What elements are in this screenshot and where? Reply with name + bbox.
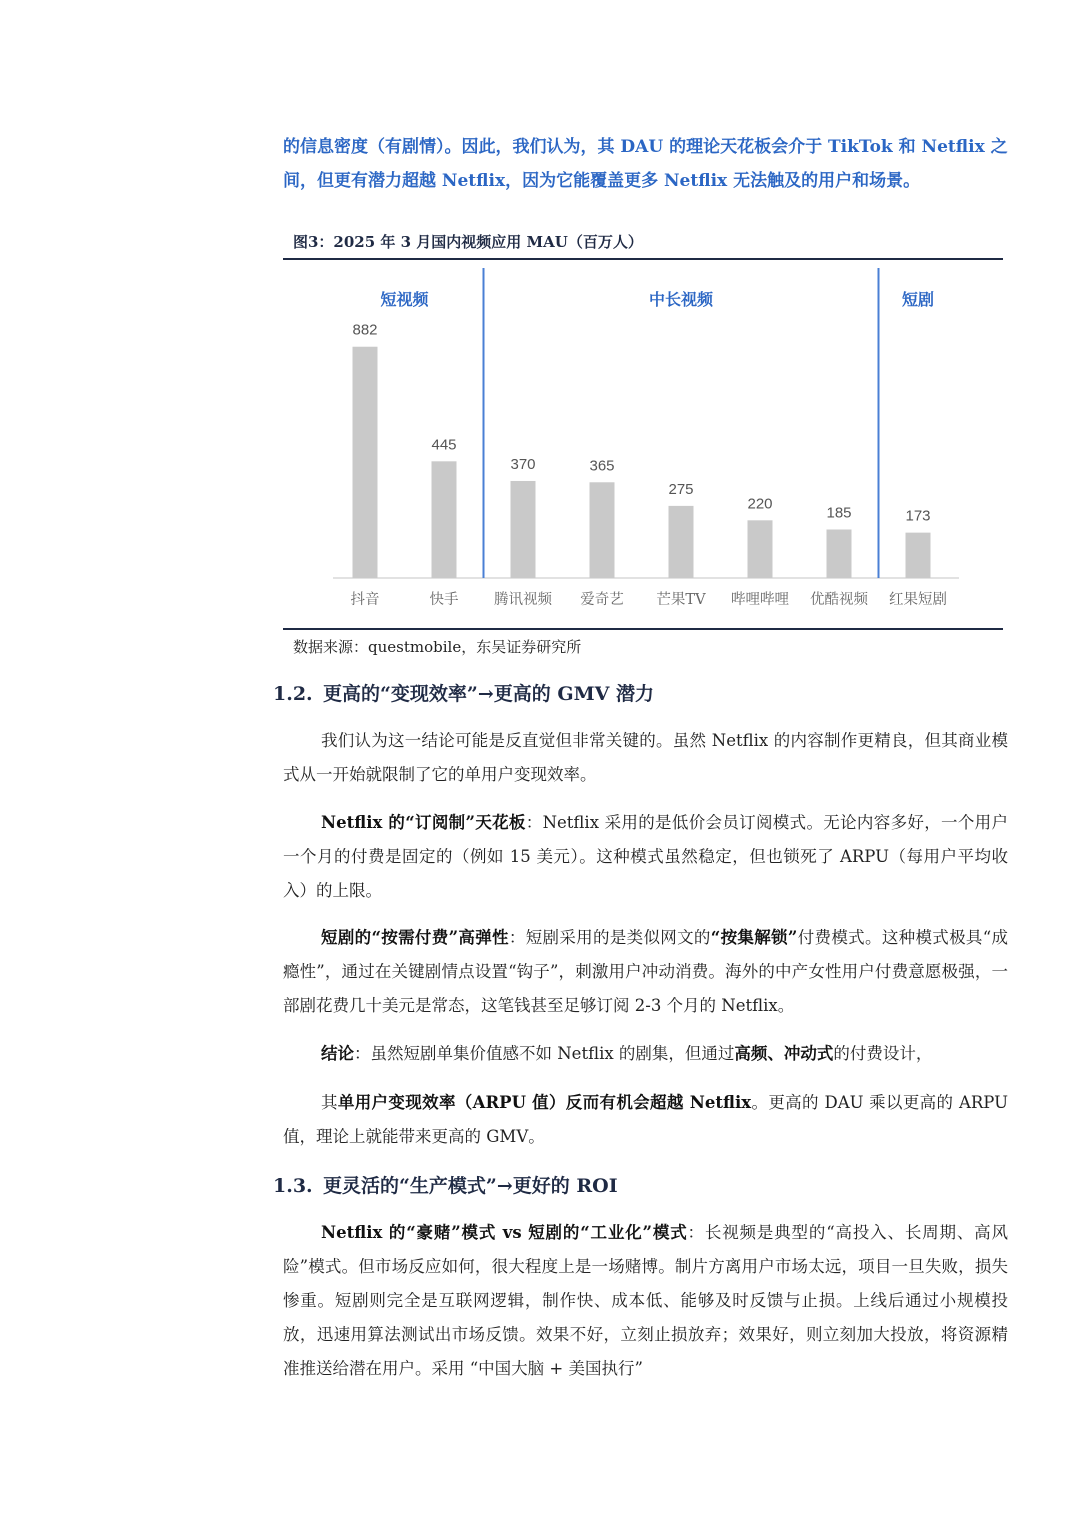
group-label: 中长视频: [648, 290, 714, 309]
bar-爱奇艺: [590, 482, 615, 578]
section-number: 1.3.: [273, 1175, 313, 1197]
bar-芒果TV: [669, 506, 694, 578]
bold-inline: “按集解锁”: [710, 928, 798, 947]
section-title: 更高的“变现效率”→更高的 GMV 潜力: [323, 683, 655, 705]
data-label: 173: [905, 507, 931, 525]
bold-lead: Netflix 的“订阅制”天花板: [321, 813, 526, 832]
bold-lead: 结论: [321, 1044, 354, 1063]
intro-paragraph: 的信息密度（有剧情）。因此，我们认为，其 DAU 的理论天花板会介于 TikTok 和 Netflix 之间，但更有潜力超越 Netflix，因为它能覆盖更多 Netflix 无法触及的用户和场景。: [283, 137, 1008, 191]
paragraph-text: 其: [321, 1093, 338, 1112]
paragraph-text: ：虽然短剧单集价值感不如 Netflix 的剧集，但通过: [354, 1044, 735, 1063]
group-label: 短剧: [901, 290, 935, 309]
section-heading-1-3: [273, 1171, 618, 1198]
paragraph-1-2-intro: 我们认为这一结论可能是反直觉但非常关键的。虽然 Netflix 的内容制作更精良，但其商业模式从一开始就限制了它的单用户变现效率。: [283, 731, 1008, 784]
paragraph-text: 的付费设计，: [833, 1044, 933, 1063]
figure-bottom-rule: [283, 628, 1003, 630]
paragraph-production-model: [283, 1216, 1008, 1386]
section-heading-1-2: [273, 679, 654, 706]
section-title: 更灵活的“生产模式”→更好的 ROI: [323, 1175, 618, 1197]
paragraph-text: 付费模式。这种模式极具“成瘾性”，通过在关键剧情点设置“钩子”，刺激用户冲动消费。海外的中产女性用户付费意愿极强，一部剧花费几十美元是常态，这笔钱甚至足够订阅 2-3 个月的 Netflix。: [283, 928, 1009, 1015]
tick-label: 哔哩哔哩: [731, 592, 789, 608]
bar-抖音: [353, 347, 378, 578]
bar-哔哩哔哩: [748, 520, 773, 578]
tick-label: 红果短剧: [889, 592, 947, 608]
figure-source: 数据来源：questmobile，东吴证券研究所: [293, 638, 582, 656]
paragraph-arpu: [283, 1086, 1008, 1154]
tick-label: 腾讯视频: [494, 592, 552, 608]
section-number: 1.2.: [273, 683, 313, 705]
bar-腾讯视频: [511, 481, 536, 578]
bold-lead: Netflix 的“豪赌”模式 vs 短剧的“工业化”模式: [321, 1223, 688, 1242]
data-label: 882: [352, 321, 378, 339]
paragraph-text: ：Netflix 采用的是低价会员订阅模式。无论内容多好，一个用户一个月的付费是固定的（例如 15 美元）。这种模式虽然稳定，但也锁死了 ARPU（每用户平均收入）的上限。: [283, 813, 1009, 900]
bar-优酷视频: [827, 529, 852, 578]
data-label: 275: [668, 480, 694, 498]
data-label: 370: [510, 455, 536, 473]
paragraph-netflix-subscription: [283, 806, 1008, 908]
paragraph-text: 。更高的 DAU 乘以更高的 ARPU 值，理论上就能带来更高的 GMV。: [283, 1093, 1009, 1146]
data-label: 365: [589, 457, 615, 475]
bold-inline: 单用户变现效率（ARPU 值）反而有机会超越 Netflix: [337, 1093, 752, 1112]
tick-label: 爱奇艺: [580, 592, 624, 608]
figure-title: 图3：2025 年 3 月国内视频应用 MAU（百万人）: [293, 233, 643, 251]
tick-label: 优酷视频: [810, 592, 868, 608]
bar-红果短剧: [906, 533, 931, 578]
paragraph-text: ：短剧采用的是类似网文的: [508, 928, 711, 947]
tick-label: 芒果TV: [656, 592, 706, 608]
data-label: 185: [826, 504, 852, 522]
data-label: 220: [747, 495, 773, 513]
group-label: 短视频: [380, 290, 429, 309]
bold-inline: 高频、冲动式: [734, 1044, 834, 1063]
paragraph-conclusion: [283, 1037, 1008, 1071]
bold-lead: 短剧的“按需付费”高弹性: [321, 928, 509, 947]
mau-bar-chart: [283, 260, 1003, 628]
paragraph-text: ：长视频是典型的“高投入、长周期、高风险”模式。但市场反应如何，很大程度上是一场赌博。制片方离用户市场太远，项目一旦失败，损失惨重。短剧则完全是互联网逻辑，制作快、成本低、能够及时反馈与止损。上线后通过小规模投放，迅速用算法测试出市场反馈。效果不好，立刻止损放弃；效果好，则立刻加大投放，将资源精准推送给潜在用户。采用 “中国大脑 + 美国执行”: [283, 1223, 1008, 1378]
data-label: 445: [431, 436, 457, 454]
paragraph-shortdrama-payment: [283, 921, 1008, 1023]
tick-label: 抖音: [350, 592, 380, 608]
bar-快手: [432, 461, 457, 578]
tick-label: 快手: [429, 592, 459, 608]
